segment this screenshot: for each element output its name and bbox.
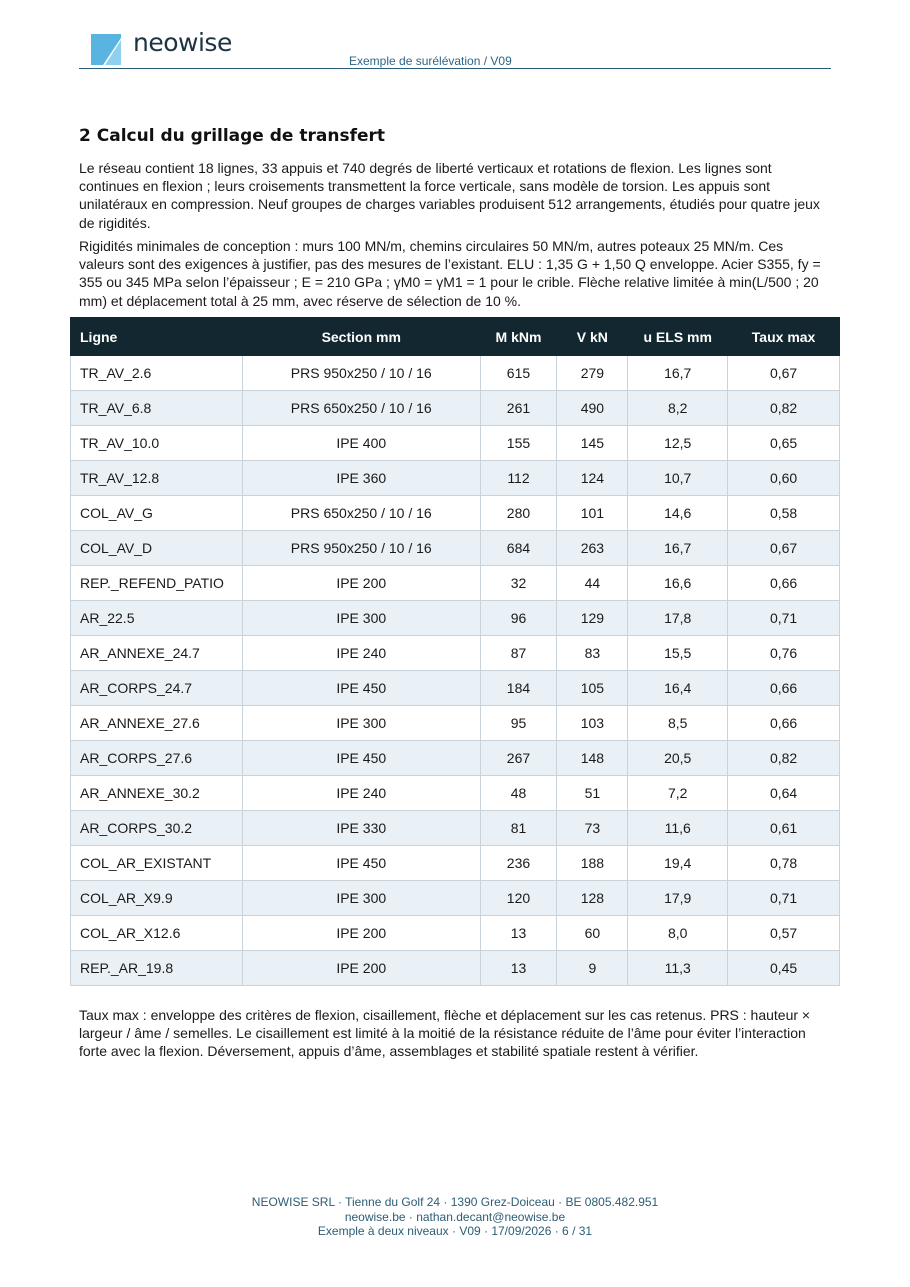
table-row: [71, 636, 840, 671]
table-row: [71, 566, 840, 601]
cell-deflection: 16,7: [628, 531, 728, 566]
cell-moment: 120: [480, 881, 557, 916]
cell-deflection: 10,7: [628, 461, 728, 496]
cell-ratio: 0,71: [728, 601, 840, 636]
cell-shear: 101: [557, 496, 628, 531]
cell-ligne: REP._AR_19.8: [71, 951, 243, 986]
cell-ratio: 0,61: [728, 811, 840, 846]
header-deflection: u ELS mm: [628, 318, 728, 356]
cell-ratio: 0,67: [728, 531, 840, 566]
cell-ligne: COL_AV_G: [71, 496, 243, 531]
cell-ratio: 0,66: [728, 671, 840, 706]
cell-deflection: 11,6: [628, 811, 728, 846]
cell-section: IPE 330: [242, 811, 480, 846]
cell-deflection: 11,3: [628, 951, 728, 986]
cell-ligne: AR_CORPS_27.6: [71, 741, 243, 776]
cell-ligne: AR_22.5: [71, 601, 243, 636]
table-body: [71, 356, 840, 986]
header-ratio: Taux max: [728, 318, 840, 356]
page-footer: [0, 1195, 910, 1239]
cell-shear: 490: [557, 391, 628, 426]
cell-shear: 129: [557, 601, 628, 636]
cell-section: PRS 950x250 / 10 / 16: [242, 531, 480, 566]
cell-deflection: 20,5: [628, 741, 728, 776]
cell-deflection: 14,6: [628, 496, 728, 531]
cell-section: IPE 450: [242, 741, 480, 776]
cell-section: PRS 650x250 / 10 / 16: [242, 496, 480, 531]
cell-deflection: 15,5: [628, 636, 728, 671]
footer-company: NEOWISE SRL · Tienne du Golf 24 · 1390 Grez-Doiceau · BE 0805.482.951: [251, 1195, 659, 1209]
footer-contact: neowise.be · nathan.decant@neowise.be: [344, 1209, 566, 1224]
logo-mark-icon: [91, 32, 123, 66]
cell-moment: 96: [480, 601, 557, 636]
cell-deflection: 19,4: [628, 846, 728, 881]
cell-shear: 124: [557, 461, 628, 496]
header-section: Section mm: [242, 318, 480, 356]
cell-moment: 236: [480, 846, 557, 881]
cell-section: PRS 650x250 / 10 / 16: [242, 391, 480, 426]
cell-ratio: 0,82: [728, 391, 840, 426]
cell-ratio: 0,67: [728, 356, 840, 391]
cell-shear: 128: [557, 881, 628, 916]
cell-moment: 684: [480, 531, 557, 566]
cell-deflection: 16,4: [628, 671, 728, 706]
table-row: [71, 391, 840, 426]
header-shear: V kN: [557, 318, 628, 356]
cell-moment: 155: [480, 426, 557, 461]
cell-deflection: 16,7: [628, 356, 728, 391]
cell-shear: 279: [557, 356, 628, 391]
cell-ligne: AR_ANNEXE_24.7: [71, 636, 243, 671]
cell-moment: 13: [480, 916, 557, 951]
cell-shear: 103: [557, 706, 628, 741]
cell-ligne: REP._REFEND_PATIO: [71, 566, 243, 601]
cell-ratio: 0,65: [728, 426, 840, 461]
cell-ratio: 0,76: [728, 636, 840, 671]
cell-moment: 267: [480, 741, 557, 776]
cell-deflection: 8,2: [628, 391, 728, 426]
header-divider: [79, 68, 831, 69]
document-title: Exemple de surélévation / V09: [349, 54, 512, 68]
cell-ligne: TR_AV_6.8: [71, 391, 243, 426]
cell-moment: 95: [480, 706, 557, 741]
cell-moment: 184: [480, 671, 557, 706]
cell-ratio: 0,64: [728, 776, 840, 811]
cell-shear: 51: [557, 776, 628, 811]
cell-shear: 83: [557, 636, 628, 671]
header-moment: M kNm: [480, 318, 557, 356]
cell-section: IPE 200: [242, 951, 480, 986]
table-row: [71, 846, 840, 881]
cell-ratio: 0,58: [728, 496, 840, 531]
table-row: [71, 741, 840, 776]
cell-ratio: 0,66: [728, 706, 840, 741]
cell-moment: 615: [480, 356, 557, 391]
cell-shear: 44: [557, 566, 628, 601]
table-row: [71, 881, 840, 916]
rigidity-paragraph: Rigidités minimales de conception : murs 100 MN/m, chemins circulaires 50 MN/m, autres poteaux 25 MN/m. Ces valeurs sont des exigences à justifier, pas des mesures de l’existant. ELU : 1,35 G + 1,50 Q enveloppe. Acier S355, fy = 355 ou 345 MPa selon l’épaisseur ; E = 210 GPa ; γM0 = γM1 = 1 pour le crible. Flèche relative limitée à min(L/500 ; 20 mm) et déplacement total à 25 mm, avec réserve de sélection de 10 %.: [79, 238, 821, 309]
cell-ratio: 0,71: [728, 881, 840, 916]
cell-shear: 145: [557, 426, 628, 461]
cell-section: IPE 300: [242, 706, 480, 741]
cell-deflection: 17,8: [628, 601, 728, 636]
cell-ligne: COL_AR_EXISTANT: [71, 846, 243, 881]
table-row: [71, 601, 840, 636]
table-row: [71, 951, 840, 986]
cell-section: IPE 400: [242, 426, 480, 461]
table-row: [71, 706, 840, 741]
cell-shear: 263: [557, 531, 628, 566]
cell-ratio: 0,78: [728, 846, 840, 881]
cell-shear: 188: [557, 846, 628, 881]
cell-ligne: AR_ANNEXE_27.6: [71, 706, 243, 741]
cell-section: IPE 300: [242, 881, 480, 916]
cell-ratio: 0,45: [728, 951, 840, 986]
table-row: [71, 776, 840, 811]
table-row: [71, 916, 840, 951]
cell-deflection: 8,5: [628, 706, 728, 741]
cell-section: IPE 200: [242, 566, 480, 601]
table-header-row: [71, 318, 840, 356]
cell-deflection: 12,5: [628, 426, 728, 461]
cell-shear: 9: [557, 951, 628, 986]
cell-section: IPE 360: [242, 461, 480, 496]
cell-shear: 73: [557, 811, 628, 846]
cell-ligne: COL_AR_X9.9: [71, 881, 243, 916]
cell-moment: 48: [480, 776, 557, 811]
results-table: [70, 317, 840, 986]
cell-ligne: AR_CORPS_30.2: [71, 811, 243, 846]
cell-ratio: 0,82: [728, 741, 840, 776]
cell-deflection: 17,9: [628, 881, 728, 916]
cell-section: IPE 300: [242, 601, 480, 636]
section-title: 2 Calcul du grillage de transfert: [79, 126, 386, 146]
cell-ligne: COL_AV_D: [71, 531, 243, 566]
cell-section: IPE 240: [242, 776, 480, 811]
cell-deflection: 8,0: [628, 916, 728, 951]
cell-section: IPE 200: [242, 916, 480, 951]
cell-ligne: COL_AR_X12.6: [71, 916, 243, 951]
cell-moment: 112: [480, 461, 557, 496]
neowise-logo: [91, 28, 251, 68]
cell-shear: 148: [557, 741, 628, 776]
cell-moment: 13: [480, 951, 557, 986]
cell-ligne: TR_AV_2.6: [71, 356, 243, 391]
cell-section: PRS 950x250 / 10 / 16: [242, 356, 480, 391]
cell-ligne: AR_ANNEXE_30.2: [71, 776, 243, 811]
cell-ligne: AR_CORPS_24.7: [71, 671, 243, 706]
cell-shear: 105: [557, 671, 628, 706]
cell-deflection: 16,6: [628, 566, 728, 601]
cell-ratio: 0,66: [728, 566, 840, 601]
cell-section: IPE 450: [242, 846, 480, 881]
cell-moment: 81: [480, 811, 557, 846]
table-row: [71, 671, 840, 706]
cell-ligne: TR_AV_12.8: [71, 461, 243, 496]
table-row: [71, 496, 840, 531]
cell-moment: 280: [480, 496, 557, 531]
footer-page-info: Exemple à deux niveaux · V09 · 17/09/2026 · 6 / 31: [317, 1224, 593, 1238]
cell-deflection: 7,2: [628, 776, 728, 811]
table-note: Taux max : enveloppe des critères de flexion, cisaillement, flèche et déplacement sur les cas retenus. PRS : hauteur × largeur / âme / semelles. Le cisaillement est limité à la moitié de la résistance réduite de l’âme pour éviter l’interaction forte avec la flexion. Déversement, appuis d’âme, assemblages et stabilité spatiale restent à vérifier.: [79, 1007, 811, 1060]
cell-section: IPE 450: [242, 671, 480, 706]
table-row: [71, 811, 840, 846]
header-ligne: Ligne: [71, 318, 243, 356]
logo-text: neowise: [133, 28, 232, 57]
cell-ratio: 0,57: [728, 916, 840, 951]
intro-paragraph: Le réseau contient 18 lignes, 33 appuis et 740 degrés de liberté verticaux et rotations de flexion. Les lignes sont continues en flexion ; leurs croisements transmettent la force verticale, sans modèle de torsion. Les appuis sont unilatéraux en compression. Neuf groupes de charges variables produisent 512 arrangements, étudiés pour quatre jeux de rigidités.: [79, 160, 820, 231]
cell-moment: 261: [480, 391, 557, 426]
cell-section: IPE 240: [242, 636, 480, 671]
table-row: [71, 356, 840, 391]
cell-ratio: 0,60: [728, 461, 840, 496]
cell-ligne: TR_AV_10.0: [71, 426, 243, 461]
table-row: [71, 426, 840, 461]
table-row: [71, 461, 840, 496]
cell-moment: 87: [480, 636, 557, 671]
table-row: [71, 531, 840, 566]
page-header: [0, 0, 910, 72]
cell-moment: 32: [480, 566, 557, 601]
cell-shear: 60: [557, 916, 628, 951]
